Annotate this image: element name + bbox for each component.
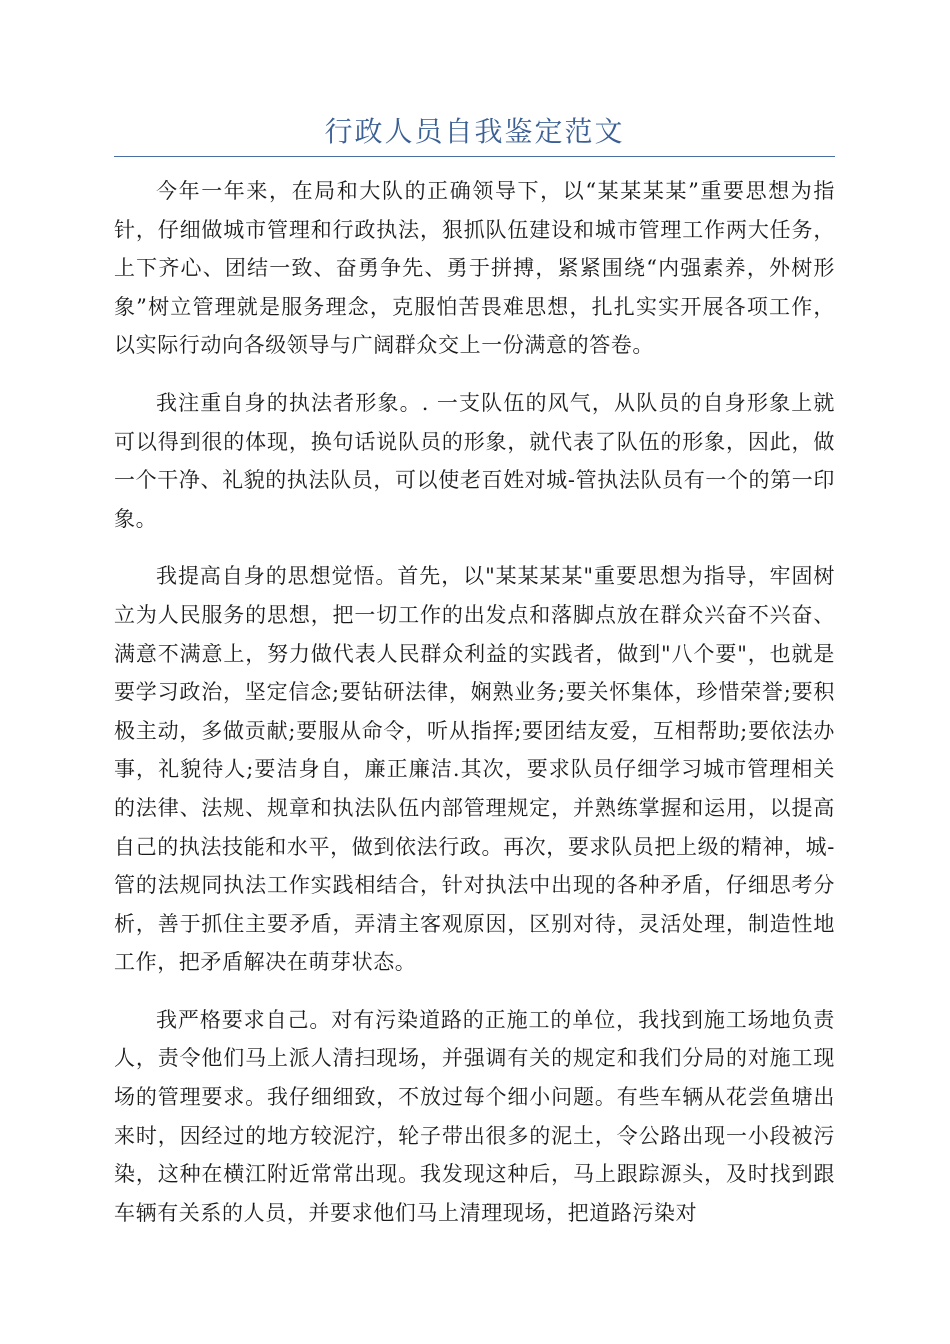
paragraph-2: 我注重自身的执法者形象。. 一支队伍的风气，从队员的自身形象上就可以得到很的体现，换句话说队员的形象，就代表了队伍的形象，因此，做一个干净、礼貌的执法队员，可以使老百姓对城-管执法队员有一个的第一印象。 bbox=[114, 390, 835, 531]
paragraph-1: 今年一年来，在局和大队的正确领导下，以“某某某某”重要思想为指针，仔细做城市管理和行政执法，狠抓队伍建设和城市管理工作两大任务，上下齐心、团结一致、奋勇争先、勇于拼搏，紧紧围绕“内强素养，外树形象”树立管理就是服务理念，克服怕苦畏难思想，扎扎实实开展各项工作，以实际行动向各级领导与广阔群众交上一份满意的答卷。 bbox=[114, 179, 835, 358]
title-block bbox=[114, 112, 835, 157]
document-title: 行政人员自我鉴定范文 bbox=[324, 115, 625, 148]
paragraph-4: 我严格要求自己。对有污染道路的正施工的单位，我找到施工场地负责人，责令他们马上派人清扫现场，并强调有关的规定和我们分局的对施工现场的管理要求。我仔细细致，不放过每个细小问题。有些车辆从花尝鱼塘出来时，因经过的地方较泥泞，轮子带出很多的泥土，令公路出现一小段被污染，这种在横江附近常常出现。我发现这种后，马上跟踪源头，及时找到跟车辆有关系的人员，并要求他们马上清理现场，把道路污染对 bbox=[114, 1007, 835, 1225]
document-body bbox=[114, 172, 835, 1251]
paragraph-3: 我提高自身的思想觉悟。首先，以"某某某某"重要思想为指导，牢固树立为人民服务的思想，把一切工作的出发点和落脚点放在群众兴奋不兴奋、满意不满意上，努力做代表人民群众利益的实践者，做到"八个要"，也就是要学习政治，坚定信念;要钻研法律，娴熟业务;要关怀集体，珍惜荣誉;要积极主动，多做贡献;要服从命令，听从指挥;要团结友爱，互相帮助;要依法办事，礼貌待人;要洁身自，廉正廉洁.其次，要求队员仔细学习城市管理相关的法律、法规、规章和执法队伍内部管理规定，并熟练掌握和运用，以提高自己的执法技能和水平，做到依法行政。再次，要求队员把上级的精神，城-管的法规同执法工作实践相结合，针对执法中出现的各种矛盾，仔细思考分析，善于抓住主要矛盾，弄清主客观原因，区别对待，灵活处理，制造性地工作，把矛盾解决在萌芽状态。 bbox=[114, 564, 835, 975]
